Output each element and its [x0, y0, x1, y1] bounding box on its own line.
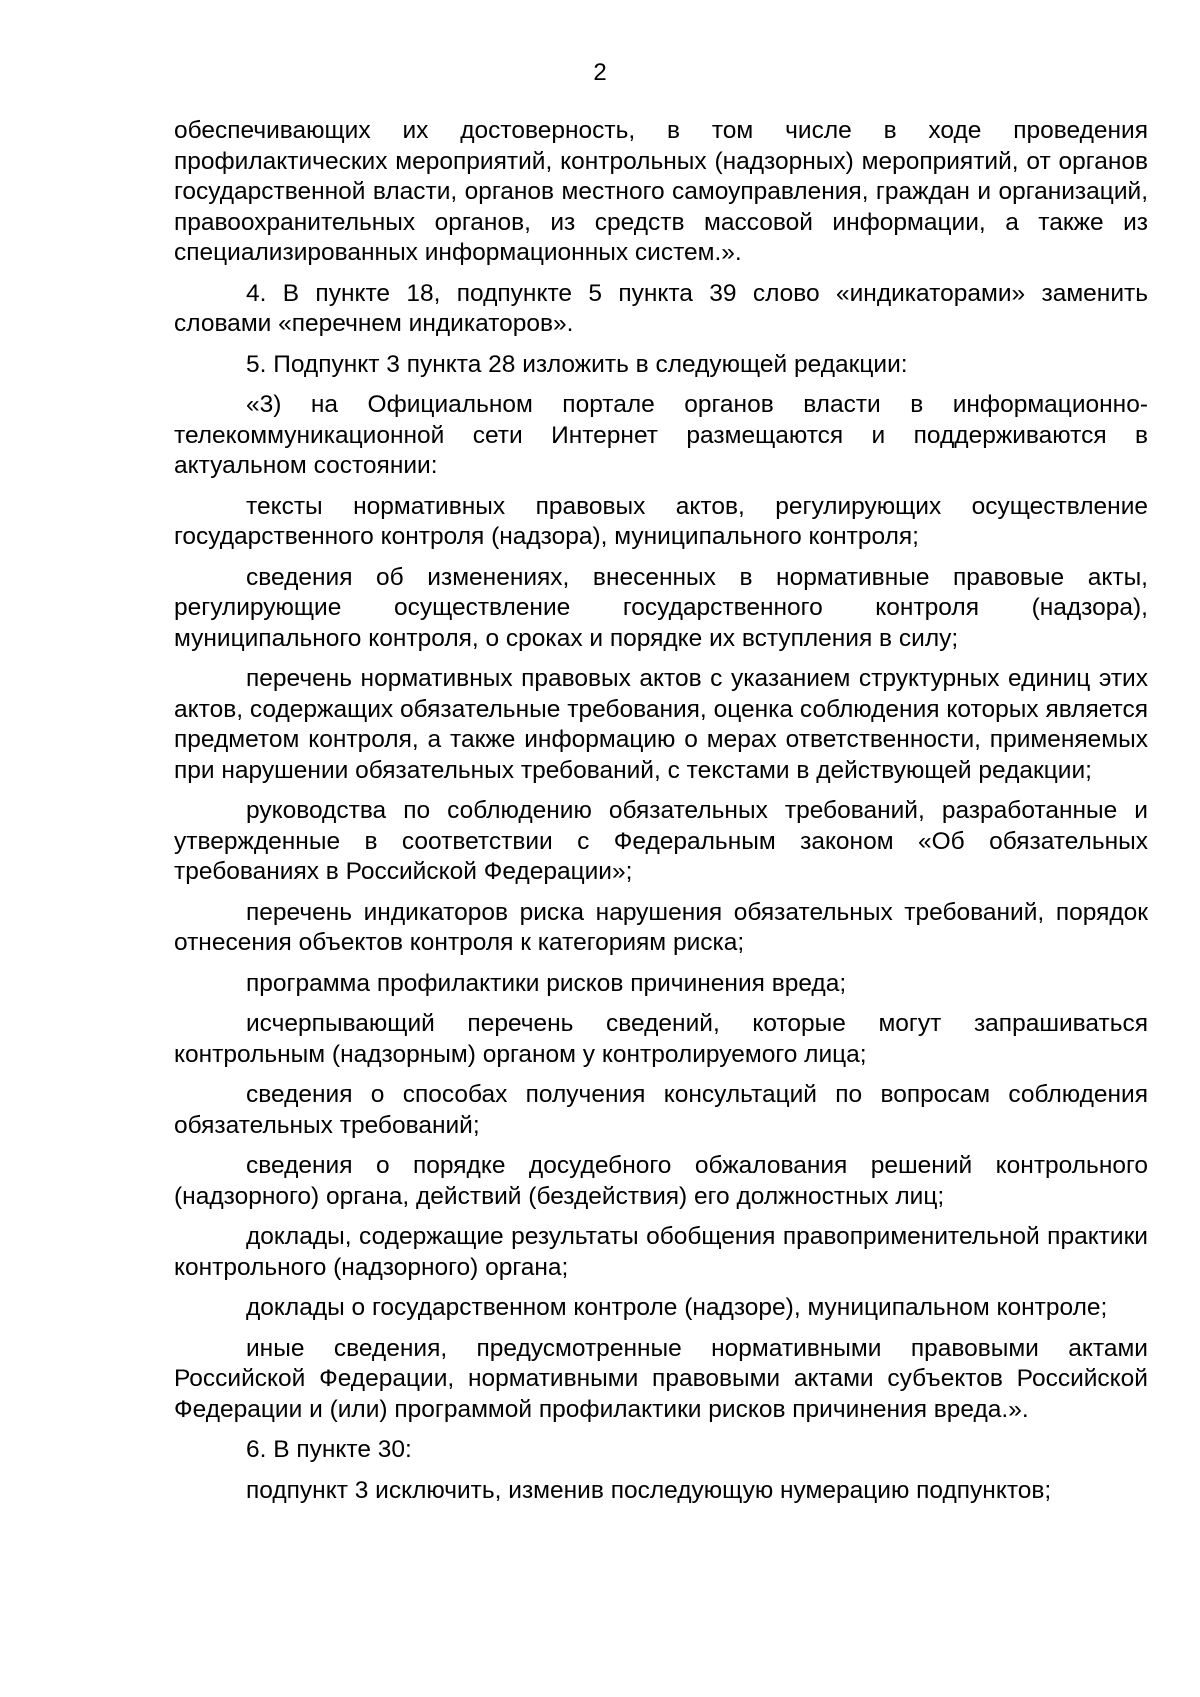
paragraph-list-entry: сведения о способах получения консультаций по вопросам соблюдения обязательных требований; [174, 1081, 1148, 1139]
paragraph-list-entry: руководства по соблюдению обязательных требований, разработанные и утвержденные в соответствии с Федеральным законом «Об обязательных требованиях в Российской Федерации»; [174, 797, 1148, 885]
paragraph-list-entry: доклады, содержащие результаты обобщения правоприменительной практики контрольного (надзорного) органа; [174, 1223, 1148, 1281]
paragraph-subitem-3: «3) на Официальном портале органов власти в информационно-телекоммуникационной сети Интернет размещаются и поддерживаются в актуальном состоянии: [174, 391, 1148, 479]
document-body [174, 116, 1148, 1516]
paragraph-list-entry: иные сведения, предусмотренные нормативными правовыми актами Российской Федерации, нормативными правовыми актами субъектов Российской Федерации и (или) программой профилактики рисков причинения вреда.». [174, 1334, 1148, 1423]
paragraph-list-entry: перечень индикаторов риска нарушения обязательных требований, порядок отнесения объектов контроля к категориям риска; [174, 898, 1148, 956]
paragraph-list-entry: тексты нормативных правовых актов, регулирующих осуществление государственного контроля (надзора), муниципального контроля; [174, 492, 1148, 550]
paragraph-list-entry: доклады о государственном контроле (надзоре), муниципальном контроле; [246, 1294, 1108, 1321]
paragraph-list-entry: сведения о порядке досудебного обжалования решений контрольного (надзорного) органа, действий (бездействия) его должностных лиц; [174, 1152, 1148, 1210]
paragraph-continuation: обеспечивающих их достоверность, в том числе в ходе проведения профилактических мероприятий, контрольных (надзорных) мероприятий, от органов государственной власти, органов местного самоуправления, граждан и организаций, правоохранительных органов, из средств массовой информации, а также из специализированных информационных систем.». [174, 117, 1148, 266]
page-number: 2 [593, 59, 607, 86]
paragraph-item-4: 4. В пункте 18, подпункте 5 пункта 39 слово «индикаторами» заменить словами «перечнем индикаторов». [174, 279, 1148, 337]
paragraph-subitem-instruction: подпункт 3 исключить, изменив последующую нумерацию подпунктов; [246, 1476, 1052, 1504]
paragraph-list-entry: перечень нормативных правовых актов с указанием структурных единиц этих актов, содержащих обязательные требования, оценка соблюдения которых является предметом контроля, а также информацию о мерах ответственности, применяемых при нарушении обязательных требований, с текстами в действующей редакции; [174, 665, 1148, 784]
paragraph-list-entry: сведения об изменениях, внесенных в нормативные правовые акты, регулирующие осуществление государственного контроля (надзора), муниципального контроля, о сроках и порядке их вступления в силу; [174, 563, 1148, 652]
paragraph-item-5: 5. Подпункт 3 пункта 28 изложить в следующей редакции: [246, 350, 908, 378]
paragraph-list-entry: исчерпывающий перечень сведений, которые могут запрашиваться контрольным (надзорным) органом у контролируемого лица; [174, 1010, 1148, 1068]
paragraph-item-6: 6. В пункте 30: [246, 1436, 412, 1463]
paragraph-list-entry: программа профилактики рисков причинения вреда; [246, 969, 847, 997]
